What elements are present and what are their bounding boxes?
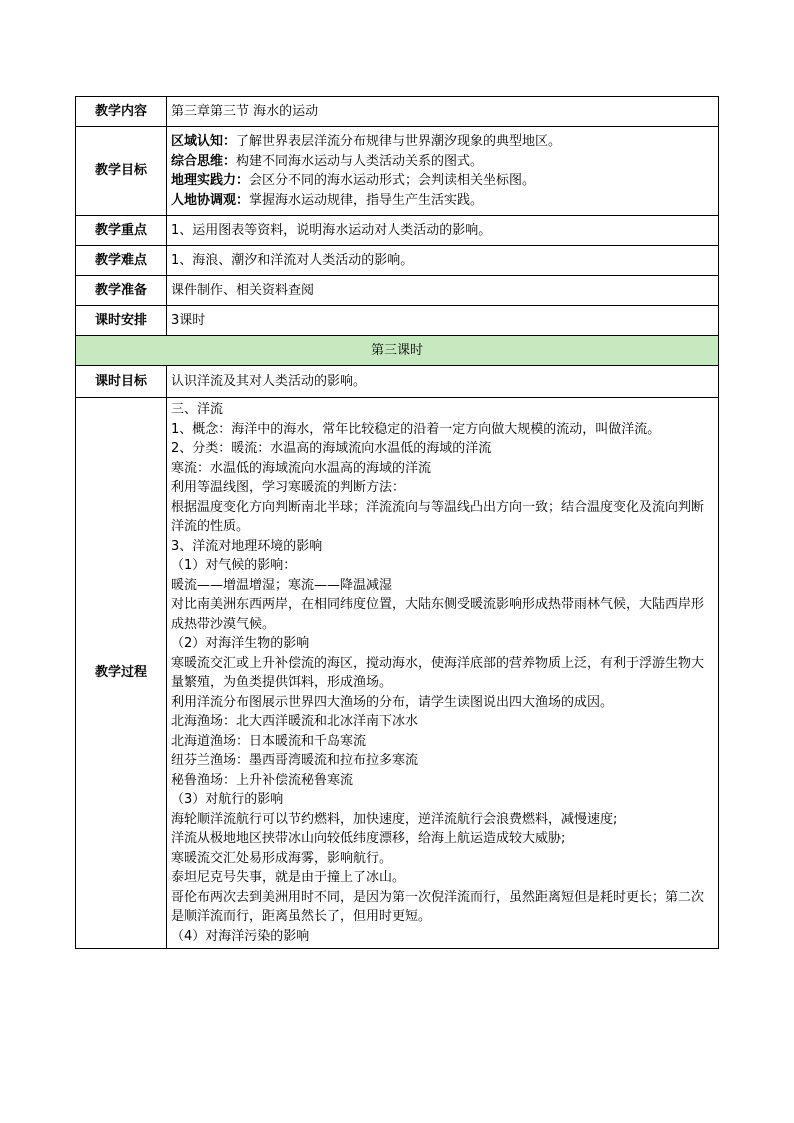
- process-line: （2）对海洋生物的影响: [171, 636, 310, 651]
- row-content: [76, 97, 719, 127]
- process-line: 1、概念：海洋中的海水，常年比较稳定的沿着一定方向做大规模的流动，叫做洋流。: [171, 421, 661, 437]
- process-line: 寒流：水温低的海域流向水温高的海域的洋流: [171, 460, 432, 476]
- value-preparation: 课件制作、相关资料查阅: [167, 276, 719, 306]
- process-line: 秘鲁渔场：上升补偿流秘鲁寒流: [171, 772, 354, 788]
- row-preparation: [76, 276, 719, 306]
- process-line: （4）对海洋污染的影响: [171, 928, 310, 944]
- process-line: 寒暖流交汇或上升补偿流的海区，搅动海水，使海洋底部的营养物质上泛，有利于浮游生物大量繁殖，为鱼类提供饵料，形成渔场。: [171, 655, 705, 690]
- goal-item: [171, 191, 714, 211]
- section-title: 第三课时: [76, 336, 719, 366]
- process-line: 根据温度变化方向判断南北半球；洋流流向与等温线凸出方向一致；结合温度变化及流向判断洋流的性质。: [171, 499, 705, 534]
- goal-key: 区域认知：: [171, 134, 237, 149]
- goal-text: 了解世界表层洋流分布规律与世界潮汐现象的典型地区。: [236, 134, 562, 149]
- value-process: [167, 398, 719, 949]
- goal-text: 构建不同海水运动与人类活动关系的图式。: [236, 153, 484, 169]
- value-difficulties: 1、海浪、潮汐和洋流对人类活动的影响。: [167, 246, 719, 276]
- value-lesson-goal: 认识洋流及其对人类活动的影响。: [167, 366, 719, 398]
- goal-item: [171, 132, 714, 152]
- process-line: （1）对气候的影响：: [171, 558, 297, 573]
- label-schedule: 课时安排: [76, 306, 167, 336]
- process-line: 北海道渔场：日本暖流和千岛寒流: [171, 733, 367, 749]
- row-key-points: [76, 216, 719, 246]
- row-goals: [76, 127, 719, 216]
- process-line: 利用等温线图，学习寒暖流的判断方法：: [171, 480, 406, 495]
- process-line: 寒暖流交汇处易形成海雾，影响航行。: [171, 850, 393, 866]
- goal-key: 综合思维：: [171, 153, 237, 169]
- value-schedule: 3课时: [167, 306, 719, 336]
- goal-item: [171, 171, 714, 191]
- row-difficulties: [76, 246, 719, 276]
- goal-text: 掌握海水运动规律，指导生产生活实践。: [249, 192, 484, 208]
- value-content: 第三章第三节 海水的运动: [167, 97, 719, 127]
- row-section-title: [76, 336, 719, 366]
- process-line: 利用洋流分布图展示世界四大渔场的分布，请学生读图说出四大渔场的成因。: [171, 694, 614, 710]
- lesson-plan-table: [75, 96, 719, 949]
- process-line: （3）对航行的影响: [171, 792, 284, 807]
- label-content: 教学内容: [76, 97, 167, 127]
- process-line: 三、洋流: [171, 402, 224, 417]
- process-line: 纽芬兰渔场：墨西哥湾暖流和拉布拉多寒流: [171, 753, 419, 768]
- process-line: 泰坦尼克号失事，就是由于撞上了冰山。: [171, 870, 406, 885]
- goal-key: 人地协调观：: [171, 192, 250, 208]
- label-preparation: 教学准备: [76, 276, 167, 306]
- process-line: 哥伦布两次去到美洲用时不同，是因为第一次倪洋流而行，虽然距离短但是耗时更长；第二次是顺洋流而行，距离虽然长了，但用时更短。: [171, 889, 705, 924]
- process-line: 对比南美洲东西两岸，在相同纬度位置，大陆东侧受暖流影响形成热带雨林气候，大陆西岸形成热带沙漠气候。: [171, 597, 705, 632]
- row-lesson-goal: [76, 366, 719, 398]
- label-key-points: 教学重点: [76, 216, 167, 246]
- goal-text: 会区分不同的海水运动形式；会判读相关坐标图。: [249, 173, 536, 188]
- label-lesson-goal: 课时目标: [76, 366, 167, 398]
- process-line: 北海渔场：北大西洋暖流和北冰洋南下冰水: [171, 714, 419, 729]
- label-goals: 教学目标: [76, 127, 167, 216]
- process-line: 海轮顺洋流航行可以节约燃料，加快速度，逆洋流航行会浪费燃料，减慢速度;: [171, 811, 618, 827]
- process-line: 3、洋流对地理环境的影响: [171, 538, 323, 554]
- row-process: [76, 398, 719, 949]
- label-difficulties: 教学难点: [76, 246, 167, 276]
- process-line: 暖流——增温增湿；寒流——降温减湿: [171, 577, 393, 593]
- process-line: 洋流从极地地区挟带冰山向较低纬度漂移，给海上航运造成较大威胁;: [171, 831, 566, 846]
- goal-item: [171, 152, 714, 172]
- value-key-points: 1、运用图表等资料，说明海水运动对人类活动的影响。: [167, 216, 719, 246]
- process-line: 2、分类：暖流：水温高的海域流向水温低的海域的洋流: [171, 441, 492, 456]
- label-process: 教学过程: [76, 398, 167, 949]
- row-schedule: [76, 306, 719, 336]
- goal-key: 地理实践力：: [171, 173, 250, 188]
- value-goals: [167, 127, 719, 216]
